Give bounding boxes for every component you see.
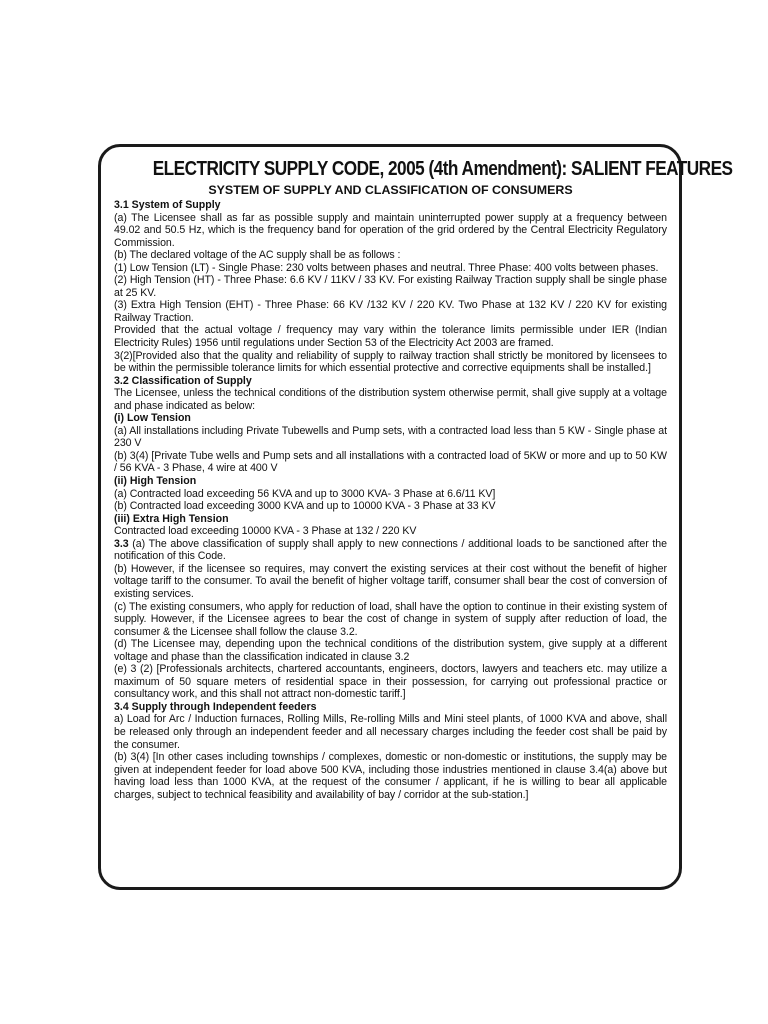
section-3-2-ii-a: (a) Contracted load exceeding 56 KVA and up to 3000 KVA- 3 Phase at 6.6/11 KV] xyxy=(114,487,496,500)
section-3-3-number: 3.3 xyxy=(114,537,129,550)
section-3-2-i-b: (b) 3(4) [Private Tube wells and Pump sets and all installations with a contracted load of 5KW or more and up to 50 KW / 56 KVA - 3 Phase, 4 wire at 400 V xyxy=(114,449,667,475)
section-3-3-a-paragraph xyxy=(114,538,667,563)
section-3-3-b: (b) However, if the licensee so requires, may convert the existing services at their cost without the benefit of higher voltage tariff to the consumer. To avail the benefit of higher voltage tariff, consumer shall bear the cost of conversion of existing services. xyxy=(114,562,667,600)
section-3-2-iii-a: Contracted load exceeding 10000 KVA - 3 Phase at 132 / 220 KV xyxy=(114,525,417,538)
section-3-1-b1: (1) Low Tension (LT) - Single Phase: 230 volts between phases and neutral. Three Phase: 400 volts between phases. xyxy=(114,261,659,274)
section-3-2-i-a: (a) All installations including Private Tubewells and Pump sets, with a contracted load less than 5 KW - Single phase at 230 V xyxy=(114,424,667,450)
section-3-3-a: (a) The above classification of supply shall apply to new connections / additional loads to be sanctioned after the notification of this Code. xyxy=(114,537,667,563)
document-content xyxy=(114,156,733,801)
section-3-2-ii-heading: (ii) High Tension xyxy=(114,475,197,488)
section-3-4-b: (b) 3(4) [In other cases including townships / complexes, domestic or non-domestic or institutions, the supply may be given at independent feeder for load above 500 KVA, including those industries mentioned in clause 3.4(a) above but having load less than 1000 KVA, at the request of the consumer / applicant, if he is willing to bear all applicable charges, subject to technical feasibility and availability of bay / corridor at the sub-station.] xyxy=(114,751,667,801)
section-3-3-d: (d) The Licensee may, depending upon the technical conditions of the distribution system, give supply at a different voltage and phase than the classification indicated in clause 3.2 xyxy=(114,638,667,663)
document-subtitle: SYSTEM OF SUPPLY AND CLASSIFICATION OF CONSUMERS xyxy=(208,183,573,197)
section-3-2-iii-heading: (iii) Extra High Tension xyxy=(114,512,229,525)
section-3-2-heading: 3.2 Classification of Supply xyxy=(114,374,252,387)
section-3-2-ii-b: (b) Contracted load exceeding 3000 KVA and up to 10000 KVA - 3 Phase at 33 KV xyxy=(114,500,496,513)
section-3-4-a: a) Load for Arc / Induction furnaces, Rolling Mills, Re-rolling Mills and Mini steel plants, of 1000 KVA and above, shall be released only through an independent feeder and all necessary charges including the feeder cost shall be paid by the consumer. xyxy=(114,713,667,751)
section-3-1-proviso-2: 3(2)[Provided also that the quality and reliability of supply to railway traction shall strictly be monitored by licensees to be within the permissible tolerance limits for which essential protective and corrective equipments shall be installed.] xyxy=(114,349,667,375)
section-3-4-heading: 3.4 Supply through Independent feeders xyxy=(114,700,317,713)
document-title: ELECTRICITY SUPPLY CODE, 2005 (4th Amendment): SALIENT FEATURES xyxy=(152,158,733,180)
section-3-1-b2: (2) High Tension (HT) - Three Phase: 6.6 KV / 11KV / 33 KV. For existing Railway Traction supply shall be single phase at 25 KV. xyxy=(114,274,667,299)
section-3-2-i-heading: (i) Low Tension xyxy=(114,412,191,425)
section-3-1-proviso: Provided that the actual voltage / frequency may vary within the tolerance limits permissible under IER (Indian Electricity Rules) 1956 until regulations under Section 53 of the Electricity Act 2003 are framed. xyxy=(114,324,667,350)
section-3-3-c: (c) The existing consumers, who apply for reduction of load, shall have the option to continue in their existing system of supply. However, if the Licensee agrees to bear the cost of change in system of supply after reduction of load, the consumer & the Licensee shall follow the clause 3.2. xyxy=(114,600,667,638)
section-3-2-intro: The Licensee, unless the technical conditions of the distribution system otherwise permit, shall give supply at a voltage and phase indicated as below: xyxy=(114,387,667,412)
section-3-1-b3: (3) Extra High Tension (EHT) - Three Phase: 66 KV /132 KV / 220 KV. Two Phase at 132 KV / 220 KV for existing Railway Traction. xyxy=(114,299,667,324)
section-3-3-e: (e) 3 (2) [Professionals architects, chartered accountants, engineers, doctors, lawyers and teachers etc. may utilize a maximum of 50 square meters of residential space in their possession, for carrying out professional practice or consultancy work, and this shall not attract non-domestic tariff.] xyxy=(114,663,667,701)
section-3-1-heading: 3.1 System of Supply xyxy=(114,199,221,211)
section-3-1-a: (a) The Licensee shall as far as possible supply and maintain uninterrupted power supply at a frequency between 49.02 and 50.5 Hz, which is the frequency band for operation of the grid ordered by the Central Electricity Regulatory Commission. xyxy=(114,211,667,249)
section-3-1-b: (b) The declared voltage of the AC supply shall be as follows : xyxy=(114,249,401,262)
